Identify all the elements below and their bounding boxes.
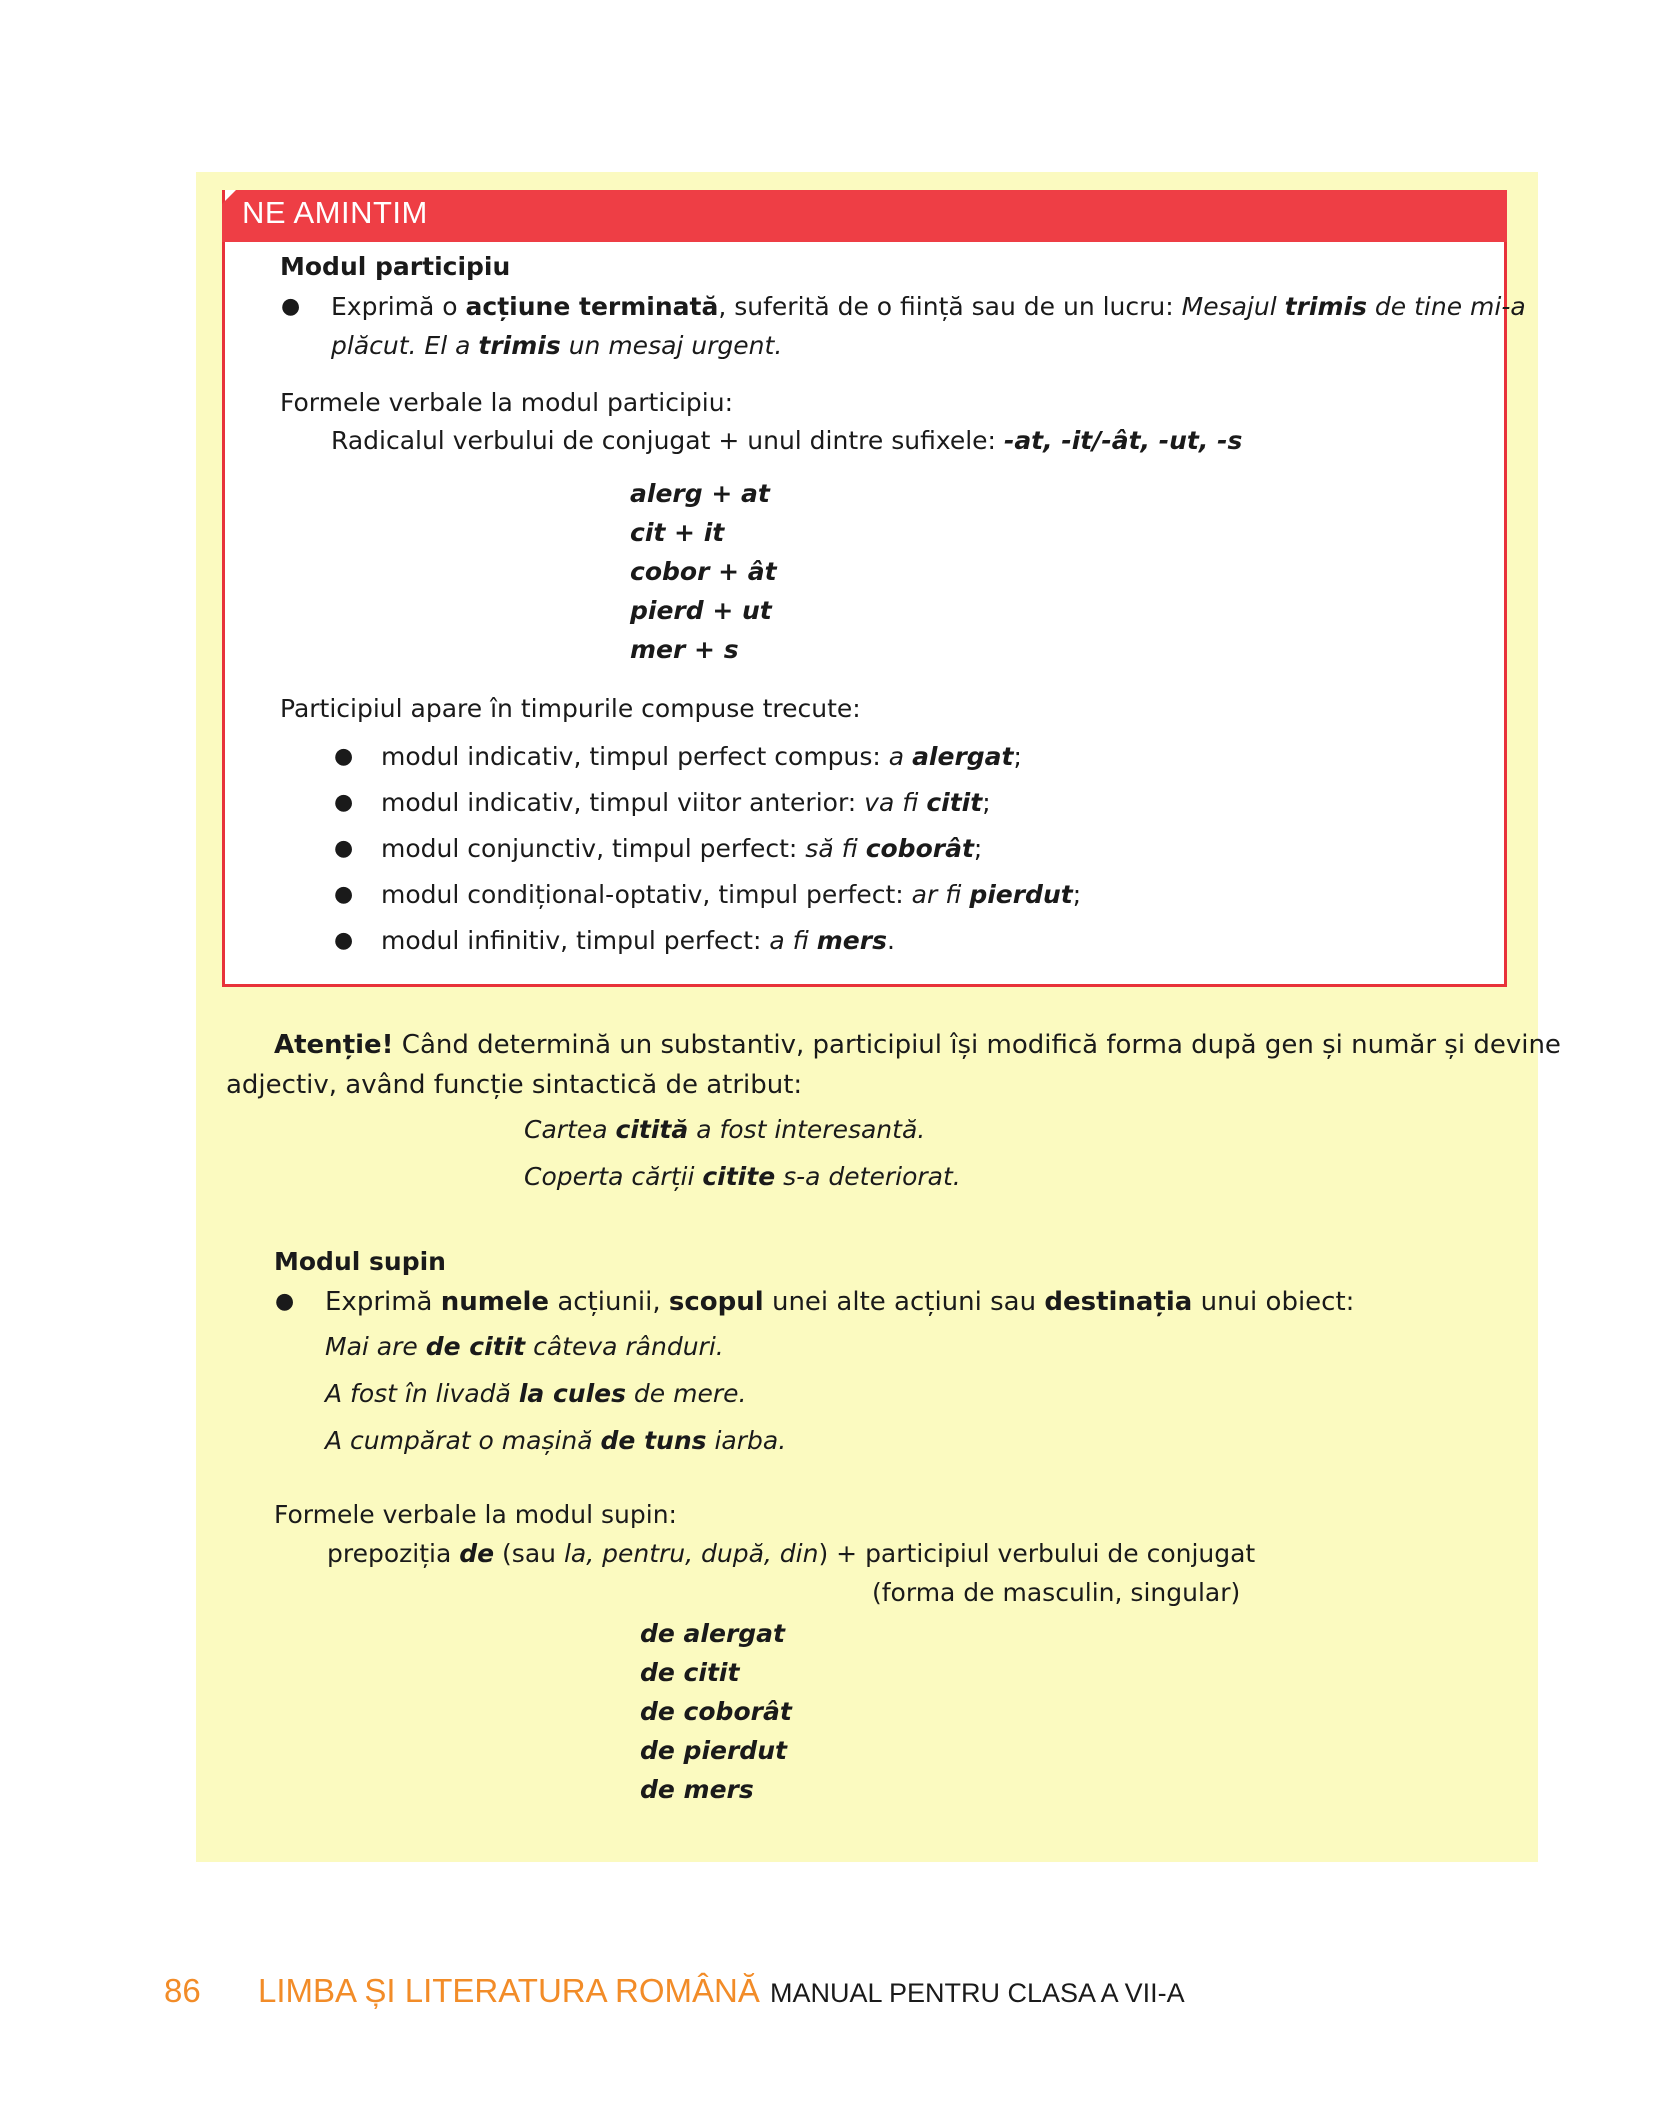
tense-item: modul indicativ, timpul viitor anterior: va fi citit; [381,788,991,817]
tense-item: modul condițional-optativ, timpul perfect: ar fi pierdut; [381,880,1082,909]
footer-manual: MANUAL PENTRU CLASA A VII-A [770,1978,1185,2008]
tenses-intro: Participiul apare în timpurile compuse trecute: [280,694,861,723]
supin-example-form: de alergat [640,1619,785,1648]
supin-forms-note: (forma de masculin, singular) [872,1578,1241,1607]
attention-line1: Atenție! Când determină un substantiv, participiul își modifică forma după gen și număr și devine [274,1030,1561,1060]
tense-item: modul infinitiv, timpul perfect: a fi mers. [381,926,895,955]
supin-example: A cumpărat o mașină de tuns iarba. [325,1426,787,1455]
bullet-icon: ● [275,1289,295,1314]
participiu-example: alerg + at [630,479,770,508]
attention-example: Coperta cărții citite s-a deteriorat. [524,1162,961,1191]
bullet-icon: ● [334,836,354,861]
participiu-forms-intro: Formele verbale la modul participiu: [280,388,734,417]
reminder-box-title: NE AMINTIM [242,195,428,230]
bullet-icon: ● [334,928,354,953]
section-title-participiu: Modul participiu [280,252,511,281]
supin-example-form: de pierdut [640,1736,787,1765]
supin-forms-intro: Formele verbale la modul supin: [274,1500,677,1529]
section-title-supin: Modul supin [274,1247,446,1276]
tense-item: modul conjunctiv, timpul perfect: să fi coborât; [381,834,983,863]
participiu-example: mer + s [630,635,739,664]
supin-example: A fost în livadă la cules de mere. [325,1379,747,1408]
participiu-example: pierd + ut [630,596,772,625]
participiu-example: cit + it [630,518,725,547]
bullet-icon: ● [334,744,354,769]
attention-example: Cartea citită a fost interesantă. [524,1115,926,1144]
participiu-definition-line1: Exprimă o acțiune terminată, suferită de o ființă sau de un lucru: Mesajul trimis de tine mi-a [331,292,1526,321]
footer-subject: LIMBA ȘI LITERATURA ROMÂNĂ [258,1972,760,2009]
supin-example-form: de mers [640,1775,754,1804]
tense-item: modul indicativ, timpul perfect compus: a alergat; [381,742,1022,771]
supin-example-form: de coborât [640,1697,792,1726]
supin-definition: Exprimă numele acțiunii, scopul unei alte acțiuni sau destinația unui obiect: [325,1287,1355,1317]
bullet-icon: ● [334,790,354,815]
supin-example-form: de citit [640,1658,740,1687]
participiu-definition-line2: plăcut. El a trimis un mesaj urgent. [331,331,783,360]
participiu-example: cobor + ât [630,557,777,586]
attention-line2: adjectiv, având funcție sintactică de atribut: [226,1070,803,1100]
supin-example: Mai are de citit câteva rânduri. [325,1332,724,1361]
page-number: 86 [164,1972,201,2009]
bullet-icon: ● [281,294,301,319]
participiu-forms-rule: Radicalul verbului de conjugat + unul dintre sufixele: -at, -it/-ât, -ut, -s [331,426,1243,455]
supin-forms-rule: prepoziția de (sau la, pentru, după, din) + participiul verbului de conjugat [327,1539,1256,1568]
bullet-icon: ● [334,882,354,907]
